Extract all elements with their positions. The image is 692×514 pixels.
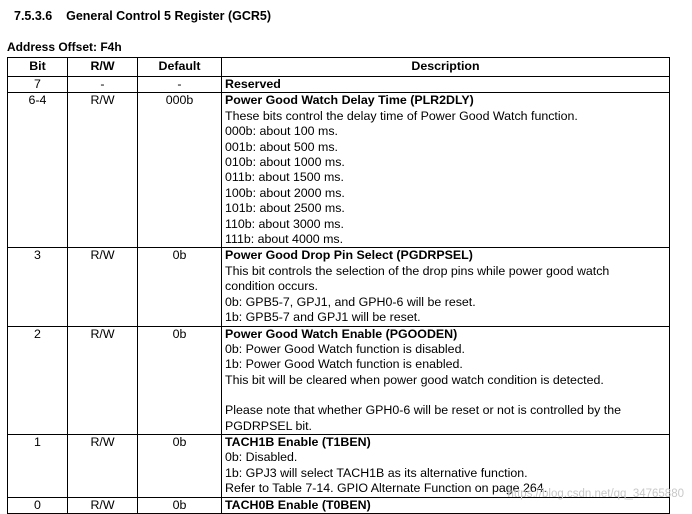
rw-cell: - bbox=[68, 77, 138, 93]
table-row bbox=[8, 326, 670, 434]
description-line: 010b: about 1000 ms. bbox=[225, 155, 345, 170]
description-line: 111b: about 4000 ms. bbox=[225, 232, 344, 247]
description-line: 001b: about 500 ms. bbox=[225, 139, 338, 154]
description-line: 110b: about 3000 ms. bbox=[225, 216, 344, 231]
description-title: Reserved bbox=[225, 77, 281, 91]
description-cell bbox=[222, 248, 670, 326]
description-line: 000b: about 100 ms. bbox=[225, 124, 338, 139]
rw-cell: R/W bbox=[68, 326, 138, 434]
bit-cell: 6-4 bbox=[8, 93, 68, 248]
watermark: https://blog.csdn.net/qq_34765880 bbox=[507, 488, 684, 500]
section-title: 7.5.3.6 General Control 5 Register (GCR5) bbox=[14, 9, 272, 23]
description-line: This bit controls the selection of the drop pins while power good watch bbox=[225, 263, 610, 278]
bit-cell: 2 bbox=[8, 326, 68, 434]
table-row bbox=[8, 93, 670, 248]
default-cell: 0b bbox=[138, 248, 222, 326]
description-line: These bits control the delay time of Power Good Watch function. bbox=[225, 108, 578, 123]
description-line: condition occurs. bbox=[225, 279, 318, 294]
header-default: Default bbox=[138, 58, 222, 77]
rw-cell: R/W bbox=[68, 434, 138, 497]
bit-cell: 7 bbox=[8, 77, 68, 93]
default-cell: 0b bbox=[138, 326, 222, 434]
description-line: 101b: about 2500 ms. bbox=[225, 201, 345, 216]
description-line: 1b: GPB5-7 and GPJ1 will be reset. bbox=[225, 310, 421, 325]
description-line: This bit will be cleared when power good watch condition is detected. bbox=[225, 372, 604, 387]
table-row bbox=[8, 248, 670, 326]
description-cell bbox=[222, 93, 670, 248]
description-line: PGDRPSEL bit. bbox=[225, 418, 312, 433]
header-bit: Bit bbox=[8, 58, 68, 77]
description-line: 0b: GPB5-7, GPJ1, and GPH0-6 will be reset. bbox=[225, 294, 476, 309]
description-blank-line bbox=[225, 388, 666, 403]
description-title: Power Good Drop Pin Select (PGDRPSEL) bbox=[225, 248, 473, 263]
register-table bbox=[7, 57, 670, 514]
description-cell bbox=[222, 77, 670, 93]
rw-cell: R/W bbox=[68, 93, 138, 248]
address-offset: Address Offset: F4h bbox=[7, 40, 122, 54]
bit-cell: 0 bbox=[8, 497, 68, 513]
rw-cell: R/W bbox=[68, 248, 138, 326]
description-line: Please note that whether GPH0-6 will be reset or not is controlled by the bbox=[225, 403, 622, 418]
default-cell: 000b bbox=[138, 93, 222, 248]
header-rw: R/W bbox=[68, 58, 138, 77]
description-line: 1b: GPJ3 will select TACH1B as its alternative function. bbox=[225, 465, 528, 480]
description-title: Power Good Watch Delay Time (PLR2DLY) bbox=[225, 93, 474, 108]
description-line: Refer to Table 7-14. GPIO Alternate Function on page 264. bbox=[225, 481, 548, 496]
bit-cell: 1 bbox=[8, 434, 68, 497]
description-line: 1b: Power Good Watch function is enabled. bbox=[225, 357, 463, 372]
default-cell: - bbox=[138, 77, 222, 93]
description-title: TACH1B Enable (T1BEN) bbox=[225, 434, 371, 449]
table-row bbox=[8, 77, 670, 93]
rw-cell: R/W bbox=[68, 497, 138, 513]
default-cell: 0b bbox=[138, 497, 222, 513]
description-title: TACH0B Enable (T0BEN) bbox=[225, 497, 371, 512]
description-line: 0b: Power Good Watch function is disabled. bbox=[225, 341, 465, 356]
description-title: Power Good Watch Enable (PGOODEN) bbox=[225, 326, 458, 341]
description-cell bbox=[222, 326, 670, 434]
description-line: 100b: about 2000 ms. bbox=[225, 185, 345, 200]
default-cell: 0b bbox=[138, 434, 222, 497]
description-line: 011b: about 1500 ms. bbox=[225, 170, 344, 185]
bit-cell: 3 bbox=[8, 248, 68, 326]
header-row bbox=[8, 58, 670, 77]
header-description: Description bbox=[222, 58, 670, 77]
description-line: 0b: Disabled. bbox=[225, 450, 298, 465]
